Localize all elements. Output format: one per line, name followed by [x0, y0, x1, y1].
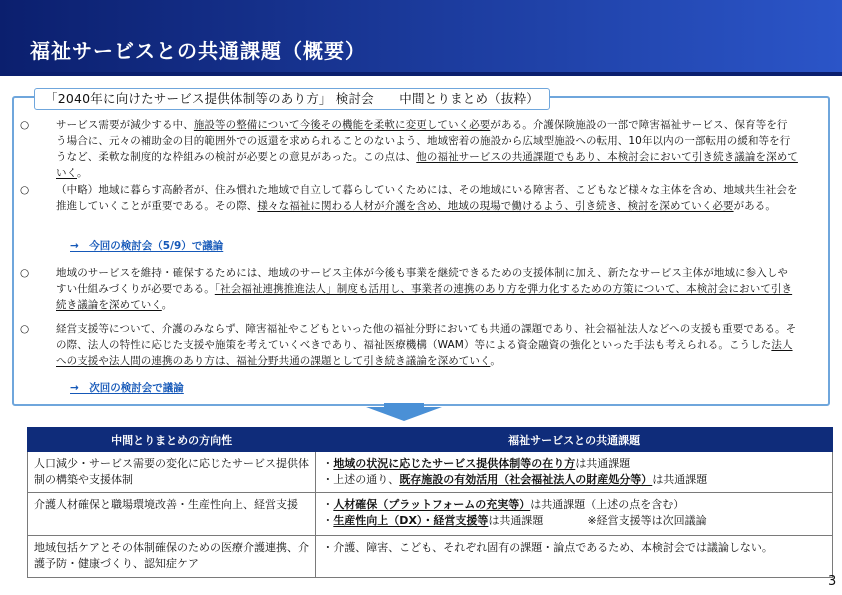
paragraph-text: がある。 [733, 200, 776, 212]
column-header: 中間とりまとめの方向性 [28, 428, 316, 452]
direction-cell: 地域包括ケアとその体制確保のための医療介護連携、介護予防・健康づくり、認知症ケア [28, 536, 316, 578]
bullet: ○ [20, 119, 30, 131]
common-issue-cell [316, 493, 833, 536]
direction-cell: 人口減少・サービス需要の変化に応じたサービス提供体制の構築や支援体制 [28, 452, 316, 493]
header-bar [0, 0, 842, 72]
issue-line: ・上述の通り、既存施設の有効活用（社会福祉法人の財産処分等）は共通課題 [322, 473, 708, 486]
paragraph-3 [20, 265, 798, 313]
table-row [28, 536, 833, 578]
paragraph-4 [20, 321, 798, 369]
underlined-text: 法人への支援や法人間の連携のあり方は、福祉分野共通の課題として引き続き議論を深めていく [56, 339, 793, 367]
underlined-text: 地域の状況に応じたサービス提供体制等の在り方 [333, 457, 576, 470]
column-header: 福祉サービスとの共通課題 [316, 428, 833, 452]
issue-line: ・生産性向上（DX）・経営支援等は共通課題 ※経営支援等は次回議論 [322, 514, 707, 527]
underlined-text: 「社会福祉連携推進法人」制度も活用し、事業者の連携のあり方を弾力化するための方策について、本検討会において引き続き議論を深めていく [56, 283, 793, 311]
underlined-text: 既存施設の有効活用（社会福祉法人の財産処分等） [399, 473, 653, 486]
underlined-text: 他の福祉サービスの共通課題でもあり、本検討会において引き続き議論を深めていく [56, 151, 798, 179]
direction-table [27, 427, 833, 578]
underlined-text: 施設等の整備について今後その機能を柔軟に変更していく必要 [193, 119, 491, 131]
header-rule [0, 72, 842, 76]
bullet: ○ [20, 267, 30, 279]
issue-line: ・地域の状況に応じたサービス提供体制等の在り方は共通課題 [322, 457, 631, 470]
paragraph-text: がある。介護保険施設の一部で障害福祉サービス、保育等を行う場合に、元々の補助金の目的範囲外での返還を求められることのないよう、地域密着の施設から広域型施設への転用、10年以内の一部転用の緩和等を行うなど、柔軟な制度的な枠組みの検討が必要との意見があった。この点は、 [56, 119, 791, 163]
paragraph-text: 。 [490, 355, 501, 367]
page-number: 3 [828, 574, 837, 589]
paragraph-text: （中略）地域に暮らす高齢者が、住み慣れた地域で自立して暮らしていくためには、その地域にいる障害者、こどもなど様々な主体を含め、地域共生社会を推進していくことが重要である。その際、 [56, 184, 798, 212]
paragraph-text: 経営支援等について、介護のみならず、障害福祉やこどもといった他の福祉分野においても共通の課題であり、社会福祉法人などへの支援も重要である。その際、法人の特性に応じた支援や施策を考えていくべきであり、福祉医療機構（WAM）等による資金融資の強化といった手法も考えられる。こうした [56, 323, 797, 351]
issue-line: ・人材確保（プラットフォームの充実等）は共通課題（上述の点を含む） [322, 498, 685, 511]
paragraph-text: 。 [77, 167, 88, 179]
common-issue-cell [316, 452, 833, 493]
direction-cell: 介護人材確保と職場環境改善・生産性向上、経営支援 [28, 493, 316, 536]
table-header-row [28, 428, 833, 452]
page-title: 福祉サービスとの共通課題（概要） [30, 39, 366, 63]
underlined-text: 人材確保（プラットフォームの充実等） [333, 498, 531, 511]
table-row [28, 452, 833, 493]
issue-line: ・介護、障害、こども、それぞれ固有の課題・論点であるため、本検討会では議論しない。 [322, 541, 773, 554]
paragraph-text: サービス需要が減少する中、 [56, 119, 194, 131]
underlined-text: 様々な福祉に関わる人材が介護を含め、地域の現場で働けるよう、引き続き、検討を深めていく必要 [257, 200, 734, 212]
down-arrow-icon [366, 407, 442, 421]
link-current-meeting[interactable]: → 今回の検討会（5/9）で議論 [70, 240, 224, 252]
bullet: ○ [20, 184, 30, 196]
paragraph-text: 。 [161, 299, 173, 311]
underlined-text: 生産性向上（DX）・経営支援等 [333, 514, 489, 527]
link-next-meeting[interactable]: → 次回の検討会で議論 [70, 382, 184, 394]
paragraph-text: 地域のサービスを維持・確保するためには、地域のサービス主体が今後も事業を継続できるための支援体制に加え、新たなサービス主体が地域に参入しやすい仕組みづくりが必要である。 [56, 267, 789, 295]
bullet: ○ [20, 323, 30, 335]
common-issue-cell [316, 536, 833, 578]
paragraph-2 [20, 182, 798, 214]
table-row [28, 493, 833, 536]
paragraph-1 [20, 117, 798, 181]
excerpt-box-label: 「2040年に向けたサービス提供体制等のあり方」 検討会 中間とりまとめ（抜粋） [34, 88, 550, 110]
